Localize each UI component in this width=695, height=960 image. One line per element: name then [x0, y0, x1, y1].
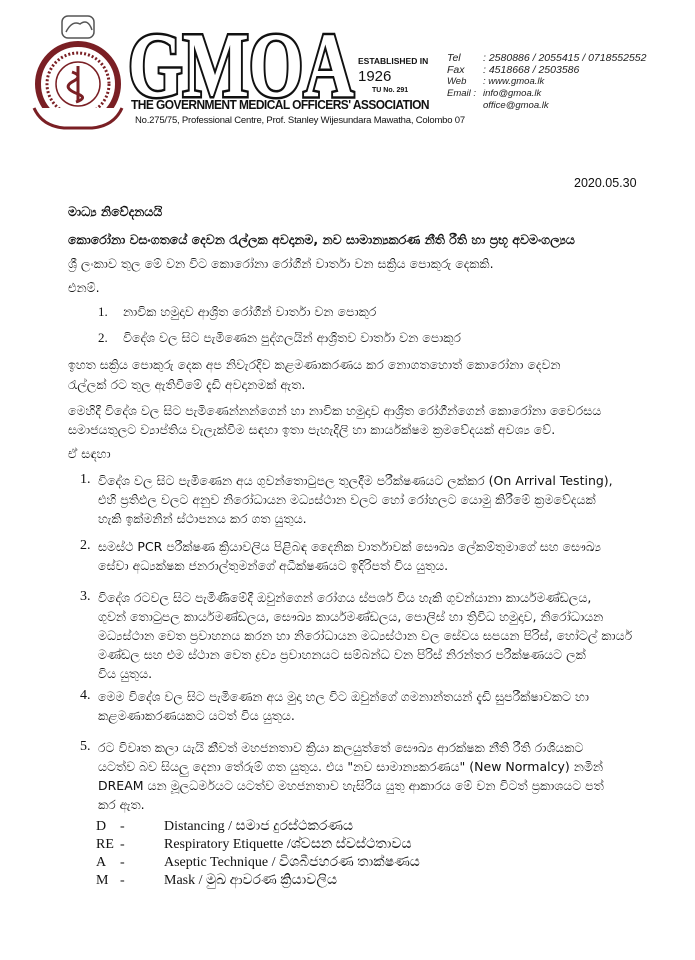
- measure-line: සමස්ථ PCR පරීක්ෂණ ක්‍රියාවලිය පිළිබඳ දෛනික වාර්තාවක් සෞඛ්‍ය ලේකම්තුමාගේ සහ සෞඛ්‍ය: [98, 539, 601, 554]
- paragraph-line: මෙහිදී විදේශ වල සිට පැමිණෙන්නන්ගෙන් හා නාවික හමුදාව ආශ්‍රිත රෝගීන්ගෙන් කොරෝනා වෛරසය: [68, 403, 602, 418]
- dream-letter: A: [96, 855, 107, 870]
- measure-line: රට විවෘත කලා යැයි කීවත් මහජනතාව ක්‍රියා කලයුත්තේ සෞඛ්‍ය ආරක්ෂක නීති රීති රාශියකට: [98, 740, 584, 755]
- cluster-number: 2.: [98, 330, 108, 345]
- dream-text: Distancing / සමාජ දුරස්ථකරණය: [164, 819, 354, 834]
- dream-text: Respiratory Etiquette /ශ්වසන ස්වස්ථතාවය: [164, 837, 412, 852]
- measure-line: විය යුතුය.: [98, 666, 153, 681]
- measure-number: 5.: [80, 739, 91, 754]
- namely-text: එනම්.: [68, 280, 100, 295]
- measure-line: කළමණාකරණයකට යටත් විය යුතුය.: [98, 708, 295, 723]
- fax-row: Fax : 4518668 / 2503586: [447, 64, 580, 76]
- measure-line: සේවා අධ්‍යක්ෂක ජනරාල්තුමන්ගේ අධීක්ෂණයට ඉදිරිපත් විය යුතුය.: [98, 558, 449, 573]
- email-row-2[interactable]: office@gmoa.lk: [483, 100, 549, 111]
- measure-line: කර ඇත.: [98, 797, 145, 812]
- subject-line: කොරෝනා වසංගතයේ දෙවන රැල්ලක අවදානම, නව සාමාන්‍යකරණ නීති රීති හා ප්‍රභූ අවමංගල්‍යය: [68, 232, 575, 247]
- measure-number: 3.: [80, 589, 91, 604]
- tel-row: Tel : 2580886 / 2055415 / 0718552552: [447, 52, 647, 64]
- established-year: 1926: [358, 68, 392, 85]
- dream-letter: D: [96, 819, 107, 834]
- dream-text: Mask / මුඛ ආවරණ ක්‍රියාවලිය: [164, 873, 338, 888]
- measure-line: මණ්ඩල සහ එම ස්ථාන වෙත ද්‍රව්‍ය ප්‍රවාහනයට සම්බන්ධ වන පිරිස් නිරන්තර පරීක්ෂණයට ලක්: [98, 647, 586, 662]
- measure-line: ගුවන් තොටුපල කාර්යමණ්ඩලය, සෞඛ්‍ය කාර්යමණ්ඩලය, පොලිස් හා ත්‍රිවිධ හමුදාව, නිරෝධායන: [98, 609, 604, 624]
- intro-text: ශ්‍රී ලංකාව තුල මේ වන විට කොරෝනා රෝගීන් වාර්තා වන සක්‍රිය පොකුරු දෙකකි.: [68, 256, 494, 271]
- web-row[interactable]: Web : www.gmoa.lk: [447, 76, 545, 87]
- measure-number: 1.: [80, 472, 91, 487]
- heading: මාධ්‍ය නිවේදනයයි: [68, 204, 163, 219]
- org-address: No.275/75, Professional Centre, Prof. Stanley Wijesundara Mawatha, Colombo 07: [135, 115, 465, 126]
- cluster-number: 1.: [98, 304, 108, 319]
- dream-dash: -: [120, 819, 125, 834]
- for-that-text: ඒ සඳහා: [68, 446, 111, 461]
- measure-line: යටත්ව බව සියලු දෙනා තේරුම් ගත යුතුය. එය "නව සාමාන්‍යකරණය" (New Normalcy) නමින්: [98, 759, 604, 774]
- paragraph-line: රැල්ලක් රට තුල ඇතිවීමේ දැඩි අවදානමක් ඇත.: [68, 377, 306, 392]
- measure-number: 4.: [80, 688, 91, 703]
- measure-line: මධ්‍යස්ථාන වෙත ප්‍රවාහනය කරන හා නිරෝධායන මධ්‍යස්ථාන වල සේවය සපයන පිරිස්, හෝටල් කාර්ය: [98, 628, 633, 643]
- paragraph-line: සමාජයතුලට ව්‍යාප්තිය වැලැක්වීම සඳහා ඉතා පැහැදිලි හා කාර්යක්ෂම ක්‍රමවේදයක් අවශ්‍ය වේ.: [68, 422, 556, 437]
- measure-line: DREAM යන මූලධර්මයට යටත්ව මහජනතාව හැසිරිය යුතු ආකාරය මේ වන විටත් ප්‍රකාශයට පත්: [98, 778, 604, 793]
- gmoa-wordmark-text: GMOA: [128, 22, 354, 102]
- org-name: THE GOVERNMENT MEDICAL OFFICERS' ASSOCIATION: [131, 97, 429, 112]
- email-row[interactable]: Email : info@gmoa.lk: [447, 88, 542, 99]
- measure-line: මෙම විදේශ වල සිට පැමිණෙන අය මුදා හල විට ඔවුන්ගේ ගමනාන්තයන් දැඩි සුපරීක්ෂාවකට හා: [98, 689, 589, 704]
- dream-letter: M: [96, 873, 109, 888]
- paragraph-line: ඉහත සක්‍රිය පොකුරු දෙක අප නිවැරදිව කළමණාකරණය කර නොගතහොත් කොරෝනා දෙවන: [68, 357, 561, 372]
- cluster-item: නාවික හමුදාව ආශ්‍රිත රෝගීන් වාර්තා වන පොකුර: [123, 304, 377, 319]
- letter-body: [68, 0, 673, 960]
- dream-dash: -: [120, 837, 125, 852]
- measure-line: විදේශ වල සිට පැමිණෙන අය ගුවන්තොටුපල තුලදීම පරීක්ෂණයට ලක්කර (On Arrival Testing),: [98, 473, 613, 488]
- measure-line: හැකි ඉක්මනින් ස්ථාපනය කර ගත යුතුය.: [98, 511, 307, 526]
- dream-letter: RE: [96, 837, 114, 852]
- dream-dash: -: [120, 873, 125, 888]
- measure-number: 2.: [80, 538, 91, 553]
- measure-line: එහි ප්‍රතිඵල වලට අනුව නිරෝධායන මධ්‍යස්ථාන වලට හෝ රෝහලට යොමු කිරීමේ ක්‍රමවේදයක්: [98, 492, 596, 507]
- established-label: ESTABLISHED IN: [358, 56, 429, 66]
- dream-text: Aseptic Technique / විශබීජහරණ තාක්ෂණය: [164, 855, 420, 870]
- tu-number: TU No. 291: [372, 87, 409, 94]
- measure-line: විදේශ රටවල සිට පැමිණීමේදී ඔවුන්ගෙන් රෝගය ස්පර්ශ විය හැකි ගුවන්යානා කාර්යමණ්ඩලය,: [98, 590, 592, 605]
- dream-dash: -: [120, 855, 125, 870]
- cluster-item: විදේශ වල සිට පැමිණෙන පුද්ගලයින් ආශ්‍රිතව වාර්තා වන පොකුර: [123, 330, 461, 345]
- letter-date: 2020.05.30: [574, 176, 637, 190]
